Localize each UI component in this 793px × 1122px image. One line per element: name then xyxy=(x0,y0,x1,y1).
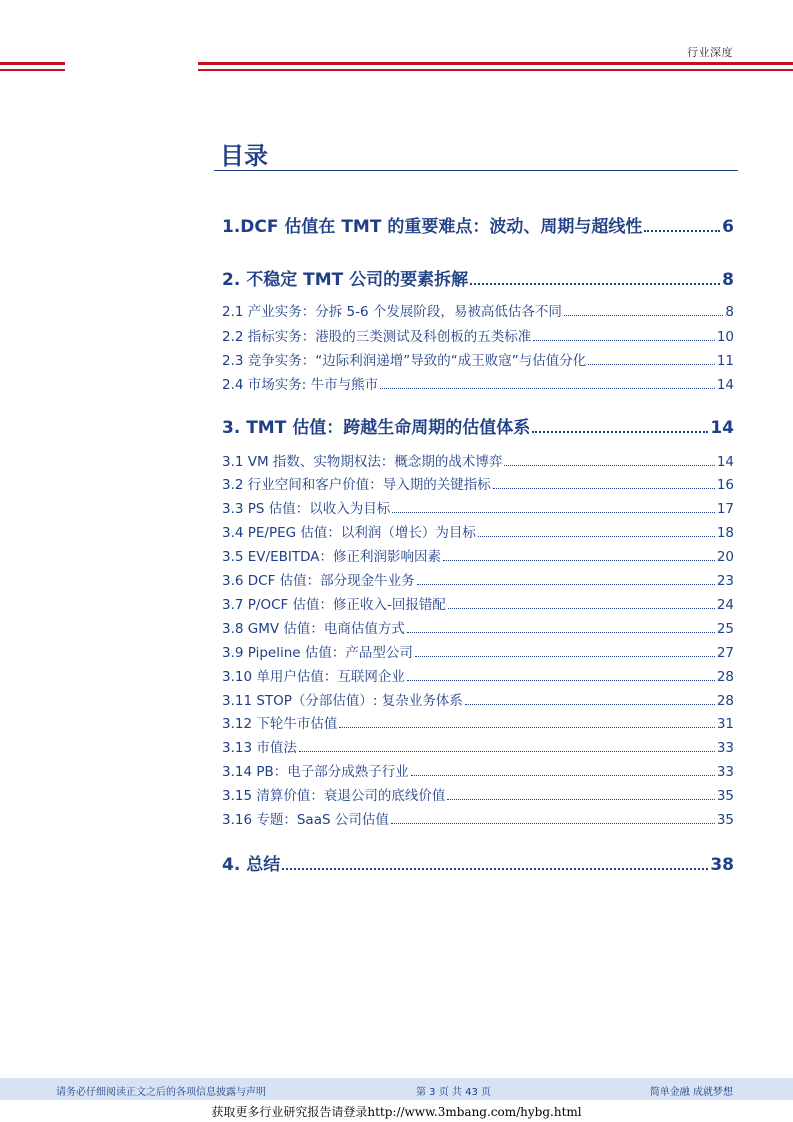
toc-entry[interactable] xyxy=(222,521,734,541)
toc-entry-title: 3.10 单用户估值：互联网企业 xyxy=(222,669,405,685)
toc-entry[interactable] xyxy=(222,413,734,438)
toc-entry[interactable] xyxy=(222,665,734,685)
toc-entry-title: 3.6 DCF 估值：部分现金牛业务 xyxy=(222,573,415,589)
toc-title: 目录 xyxy=(220,142,268,170)
toc-dot-leader xyxy=(411,765,715,776)
toc-entry[interactable] xyxy=(222,736,734,756)
toc-entry[interactable] xyxy=(222,784,734,804)
toc-entry-page: 25 xyxy=(716,621,734,637)
toc-dot-leader xyxy=(299,741,715,752)
toc-entry-title: 2. 不稳定 TMT 公司的要素拆解 xyxy=(222,270,469,290)
bottom-note[interactable]: 获取更多行业研究报告请登录http://www.3mbang.com/hybg.html xyxy=(211,1105,582,1119)
toc-dot-leader xyxy=(407,670,715,681)
toc-entry-title: 3.8 GMV 估值：电商估值方式 xyxy=(222,621,405,637)
toc-dot-leader xyxy=(391,813,715,824)
toc-entry[interactable] xyxy=(222,850,734,875)
toc-dot-leader xyxy=(392,502,715,513)
toc-dot-leader xyxy=(407,622,715,633)
toc-entry[interactable] xyxy=(222,808,734,828)
toc-entry[interactable] xyxy=(222,641,734,661)
toc-entry-title: 3. TMT 估值：跨越生命周期的估值体系 xyxy=(222,418,531,438)
toc-entry[interactable] xyxy=(222,473,734,493)
toc-entry-title: 2.4 市场实务: 牛市与熊市 xyxy=(222,377,379,393)
toc-dot-leader xyxy=(588,354,715,365)
toc-entry-page: 14 xyxy=(716,377,734,393)
toc-entry[interactable] xyxy=(222,593,734,613)
toc-entry[interactable] xyxy=(222,349,734,369)
toc-dot-leader xyxy=(478,526,715,537)
toc-entry-title: 2.1 产业实务：分拆 5-6 个发展阶段，易被高低估各不同 xyxy=(222,304,562,320)
toc-entry-page: 38 xyxy=(710,855,734,875)
toc-entry-title: 3.3 PS 估值：以收入为目标 xyxy=(222,501,391,517)
toc-entry-page: 17 xyxy=(716,501,734,517)
toc-dot-leader xyxy=(417,574,715,585)
toc-entry-page: 16 xyxy=(716,477,734,493)
footer-page-info: 第 3 页 共 43 页 xyxy=(416,1087,491,1098)
toc-entry-page: 33 xyxy=(716,764,734,780)
toc-dot-leader xyxy=(532,418,708,433)
toc-dot-leader xyxy=(533,330,715,341)
toc-entry-title: 3.15 清算价值：衰退公司的底线价值 xyxy=(222,788,446,804)
toc-entry-title: 3.14 PB：电子部分成熟子行业 xyxy=(222,764,409,780)
toc-entry[interactable] xyxy=(222,450,734,470)
toc-dot-leader xyxy=(443,550,715,561)
toc-entry-page: 28 xyxy=(716,669,734,685)
header-rule-right-thin xyxy=(198,69,793,71)
toc-entry-title: 3.16 专题：SaaS 公司估值 xyxy=(222,812,389,828)
toc-entry-page: 24 xyxy=(716,597,734,613)
toc-entry-page: 8 xyxy=(725,304,734,320)
toc-dot-leader xyxy=(339,717,714,728)
toc-entry-title: 3.2 行业空间和客户价值：导入期的关键指标 xyxy=(222,477,491,493)
toc-entry-page: 6 xyxy=(722,217,734,237)
toc-entry-title: 3.1 VM 指数、实物期权法：概念期的战术博弈 xyxy=(222,454,503,470)
toc-dot-leader xyxy=(493,478,715,489)
toc-entry-page: 20 xyxy=(716,549,734,565)
header-label: 行业深度 xyxy=(687,46,733,59)
toc-entry[interactable] xyxy=(222,712,734,732)
toc-entry-title: 3.4 PE/PEG 估值：以利润（增长）为目标 xyxy=(222,525,476,541)
toc-entry-title: 2.2 指标实务：港股的三类测试及科创板的五类标准 xyxy=(222,329,532,345)
toc-entry-page: 23 xyxy=(716,573,734,589)
toc-entry[interactable] xyxy=(222,545,734,565)
toc-entry-title: 3.13 市值法 xyxy=(222,740,297,756)
footer-slogan: 简单金融 成就梦想 xyxy=(649,1087,733,1098)
toc-dot-leader xyxy=(465,694,715,705)
toc-entry-title: 4. 总结 xyxy=(222,855,281,875)
toc-entry[interactable] xyxy=(222,325,734,345)
toc-dot-leader xyxy=(564,305,724,316)
header-rule-left-thin xyxy=(0,69,65,71)
toc-entry-page: 18 xyxy=(716,525,734,541)
toc-entry[interactable] xyxy=(222,300,734,320)
toc-entry[interactable] xyxy=(222,617,734,637)
toc-entry-page: 33 xyxy=(716,740,734,756)
toc-dot-leader xyxy=(447,789,714,800)
toc-entry-title: 3.7 P/OCF 估值：修正收入-回报错配 xyxy=(222,597,446,613)
toc-entry[interactable] xyxy=(222,265,734,290)
toc-entry-page: 28 xyxy=(716,693,734,709)
toc-entry-title: 2.3 竞争实务：“边际利润递增”导致的“成王败寇”与估值分化 xyxy=(222,353,587,369)
toc-dot-leader xyxy=(644,217,720,232)
toc-title-underline xyxy=(214,170,738,171)
toc-entry-page: 14 xyxy=(710,418,734,438)
toc-dot-leader xyxy=(380,378,715,389)
toc-entry-page: 10 xyxy=(716,329,734,345)
toc-dot-leader xyxy=(448,598,715,609)
footer-disclaimer: 请务必仔细阅读正文之后的各项信息披露与声明 xyxy=(56,1087,266,1098)
toc-entry-title: 1.DCF 估值在 TMT 的重要难点：波动、周期与超线性 xyxy=(222,217,643,237)
toc-entry-page: 35 xyxy=(716,788,734,804)
header-rule-right-thick xyxy=(198,62,793,65)
toc-dot-leader xyxy=(470,270,720,285)
toc-entry-page: 31 xyxy=(716,716,734,732)
toc-dot-leader xyxy=(504,455,714,466)
toc-entry-title: 3.11 STOP（分部估值）: 复杂业务体系 xyxy=(222,693,463,709)
toc-entry-page: 35 xyxy=(716,812,734,828)
toc-dot-leader xyxy=(415,646,715,657)
toc-entry[interactable] xyxy=(222,689,734,709)
toc-dot-leader xyxy=(282,855,708,870)
toc-entry[interactable] xyxy=(222,373,734,393)
toc-entry-title: 3.9 Pipeline 估值：产品型公司 xyxy=(222,645,413,661)
toc-entry[interactable] xyxy=(222,760,734,780)
toc-entry-page: 8 xyxy=(722,270,734,290)
toc-entry-title: 3.12 下轮牛市估值 xyxy=(222,716,338,732)
toc-entry[interactable] xyxy=(222,569,734,589)
header-rule-left-thick xyxy=(0,62,65,65)
toc-entry-title: 3.5 EV/EBITDA：修正利润影响因素 xyxy=(222,549,441,565)
toc-entry-page: 14 xyxy=(716,454,734,470)
toc-entry[interactable] xyxy=(222,212,734,237)
toc-entry[interactable] xyxy=(222,497,734,517)
toc-entry-page: 11 xyxy=(716,353,734,369)
toc-entry-page: 27 xyxy=(716,645,734,661)
